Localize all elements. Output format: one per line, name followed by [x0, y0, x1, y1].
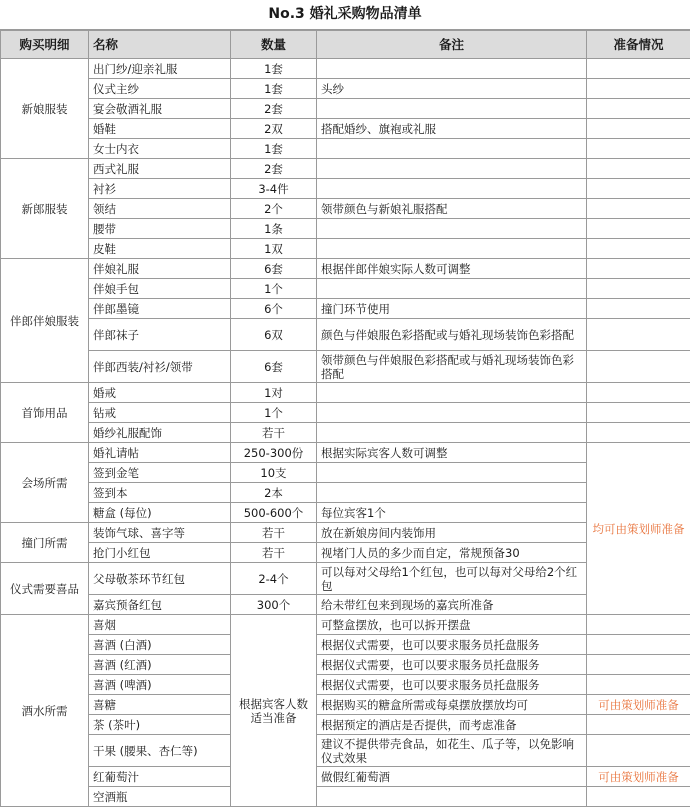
item-qty: 1条: [231, 219, 317, 239]
item-name: 空酒瓶: [89, 787, 231, 807]
item-name: 喜酒 (白酒): [89, 635, 231, 655]
item-name: 红葡萄汁: [89, 767, 231, 787]
item-qty: 1对: [231, 383, 317, 403]
table-row: [1, 635, 690, 655]
item-note: [317, 159, 587, 179]
item-prep: [587, 403, 690, 423]
item-name: 伴娘手包: [89, 279, 231, 299]
item-prep: [587, 423, 690, 443]
item-note: 根据购买的糖盒所需或每桌摆放摆放均可: [317, 695, 587, 715]
category-party: 伴郎伴娘服装: [1, 259, 89, 383]
table-row: [1, 59, 690, 79]
table-row: [1, 199, 690, 219]
header-note: 备注: [317, 31, 587, 59]
item-note: 每位宾客1个: [317, 503, 587, 523]
table-row: [1, 299, 690, 319]
table-row: [1, 735, 690, 767]
item-name: 父母敬茶环节红包: [89, 563, 231, 595]
item-note: [317, 403, 587, 423]
item-name: 干果 (腰果、杏仁等): [89, 735, 231, 767]
item-name: 钻戒: [89, 403, 231, 423]
item-prep: [587, 655, 690, 675]
item-note: 领带颜色与伴娘服色彩搭配或与婚礼现场装饰色彩搭配: [317, 351, 587, 383]
item-qty: 若干: [231, 543, 317, 563]
category-groom: 新郎服装: [1, 159, 89, 259]
table-row: [1, 351, 690, 383]
item-prep: [587, 199, 690, 219]
category-ceremony: 仪式需要喜品: [1, 563, 89, 615]
item-prep: [587, 787, 690, 807]
item-name: 嘉宾预备红包: [89, 595, 231, 615]
table-row: [1, 655, 690, 675]
table-row: [1, 787, 690, 807]
item-name: 装饰气球、喜字等: [89, 523, 231, 543]
item-prep: [587, 59, 690, 79]
header-prep: 准备情况: [587, 31, 690, 59]
item-note: 建议不提供带壳食品，如花生、瓜子等，以免影响仪式效果: [317, 735, 587, 767]
item-note: 做假红葡萄酒: [317, 767, 587, 787]
item-name: 喜酒 (啤酒): [89, 675, 231, 695]
item-qty: 1套: [231, 59, 317, 79]
item-prep: [587, 219, 690, 239]
item-name: 婚戒: [89, 383, 231, 403]
item-qty: 250-300份: [231, 443, 317, 463]
item-name: 宴会敬酒礼服: [89, 99, 231, 119]
item-note: 可整盒摆放，也可以拆开摆盘: [317, 615, 587, 635]
table-row: [1, 159, 690, 179]
table-row: [1, 179, 690, 199]
item-qty: 1个: [231, 403, 317, 423]
drinks-qty: 根据宾客人数适当准备: [231, 615, 317, 807]
item-prep: [587, 351, 690, 383]
table-row: [1, 219, 690, 239]
item-note: 视堵门人员的多少而自定，常规预备30: [317, 543, 587, 563]
item-prep: [587, 159, 690, 179]
table-row: [1, 403, 690, 423]
item-qty: 1套: [231, 79, 317, 99]
item-qty: 2本: [231, 483, 317, 503]
item-name: 签到金笔: [89, 463, 231, 483]
table-row: [1, 767, 690, 787]
item-note: 根据预定的酒店是否提供，而考虑准备: [317, 715, 587, 735]
item-name: 伴郎袜子: [89, 319, 231, 351]
item-note: [317, 59, 587, 79]
item-note: 根据实际宾客人数可调整: [317, 443, 587, 463]
item-name: 喜糖: [89, 695, 231, 715]
item-prep: [587, 383, 690, 403]
item-qty: 2-4个: [231, 563, 317, 595]
item-qty: 6双: [231, 319, 317, 351]
item-name: 领结: [89, 199, 231, 219]
item-note: 给未带红包来到现场的嘉宾所准备: [317, 595, 587, 615]
item-note: 放在新娘房间内装饰用: [317, 523, 587, 543]
item-prep: [587, 615, 690, 635]
table-row: [1, 79, 690, 99]
item-note: [317, 99, 587, 119]
item-name: 喜烟: [89, 615, 231, 635]
item-prep: [587, 179, 690, 199]
table-row: [1, 319, 690, 351]
header-row: [1, 31, 690, 59]
item-name: 西式礼服: [89, 159, 231, 179]
prep-note-planner: 可由策划师准备: [587, 767, 690, 787]
item-prep: [587, 259, 690, 279]
item-note: [317, 279, 587, 299]
item-note: [317, 383, 587, 403]
item-name: 茶 (茶叶): [89, 715, 231, 735]
item-qty: 2个: [231, 199, 317, 219]
item-qty: 500-600个: [231, 503, 317, 523]
item-qty: 2双: [231, 119, 317, 139]
item-qty: 若干: [231, 523, 317, 543]
item-note: 颜色与伴娘服色彩搭配或与婚礼现场装饰色彩搭配: [317, 319, 587, 351]
item-prep: [587, 139, 690, 159]
item-qty: 1套: [231, 139, 317, 159]
item-prep: [587, 715, 690, 735]
table-row: [1, 695, 690, 715]
item-note: [317, 239, 587, 259]
table-row: [1, 259, 690, 279]
item-name: 婚纱礼服配饰: [89, 423, 231, 443]
table-row: [1, 423, 690, 443]
table-row: [1, 119, 690, 139]
category-jewelry: 首饰用品: [1, 383, 89, 443]
item-note: 可以每对父母给1个红包，也可以每对父母给2个红包: [317, 563, 587, 595]
item-note: [317, 179, 587, 199]
table-row: [1, 99, 690, 119]
item-note: 根据仪式需要，也可以要求服务员托盘服务: [317, 635, 587, 655]
category-venue: 会场所需: [1, 443, 89, 523]
header-category: 购买明细: [1, 31, 89, 59]
item-prep: [587, 99, 690, 119]
item-prep: [587, 735, 690, 767]
shopping-table: [0, 30, 690, 807]
sheet-title: No.3 婚礼采购物品清单: [0, 0, 690, 30]
item-note: [317, 463, 587, 483]
table-row: [1, 279, 690, 299]
item-name: 抢门小红包: [89, 543, 231, 563]
item-name: 伴郎西装/衬衫/领带: [89, 351, 231, 383]
item-qty: 300个: [231, 595, 317, 615]
item-qty: 6套: [231, 259, 317, 279]
item-name: 签到本: [89, 483, 231, 503]
item-note: 领带颜色与新娘礼服搭配: [317, 199, 587, 219]
item-qty: 6套: [231, 351, 317, 383]
item-qty: 2套: [231, 159, 317, 179]
table-row: [1, 239, 690, 259]
item-prep: [587, 635, 690, 655]
category-door: 撞门所需: [1, 523, 89, 563]
prep-note-planner: 可由策划师准备: [587, 695, 690, 715]
item-note: 根据仪式需要，也可以要求服务员托盘服务: [317, 655, 587, 675]
item-prep: [587, 119, 690, 139]
item-note: [317, 423, 587, 443]
item-name: 出门纱/迎亲礼服: [89, 59, 231, 79]
item-name: 腰带: [89, 219, 231, 239]
item-name: 糖盒 (每位): [89, 503, 231, 523]
table-row: [1, 675, 690, 695]
item-name: 喜酒 (红酒): [89, 655, 231, 675]
item-note: 根据伴郎伴娘实际人数可调整: [317, 259, 587, 279]
category-bride: 新娘服装: [1, 59, 89, 159]
prep-note-all-planner: 均可由策划师准备: [587, 443, 690, 615]
header-name: 名称: [89, 31, 231, 59]
item-qty: 10支: [231, 463, 317, 483]
item-note: [317, 219, 587, 239]
item-prep: [587, 79, 690, 99]
item-name: 伴郎墨镜: [89, 299, 231, 319]
item-name: 仪式主纱: [89, 79, 231, 99]
item-note: [317, 139, 587, 159]
item-name: 婚鞋: [89, 119, 231, 139]
item-qty: 3-4件: [231, 179, 317, 199]
item-qty: 6个: [231, 299, 317, 319]
item-note: 根据仪式需要，也可以要求服务员托盘服务: [317, 675, 587, 695]
item-note: 头纱: [317, 79, 587, 99]
table-row: [1, 615, 690, 635]
header-qty: 数量: [231, 31, 317, 59]
item-qty: 2套: [231, 99, 317, 119]
item-note: [317, 483, 587, 503]
item-prep: [587, 319, 690, 351]
item-qty: 1双: [231, 239, 317, 259]
item-name: 衬衫: [89, 179, 231, 199]
category-drinks: 酒水所需: [1, 615, 89, 807]
item-note: [317, 787, 587, 807]
item-note: 撞门环节使用: [317, 299, 587, 319]
item-prep: [587, 675, 690, 695]
item-qty: 若干: [231, 423, 317, 443]
item-name: 婚礼请帖: [89, 443, 231, 463]
item-note: 搭配婚纱、旗袍或礼服: [317, 119, 587, 139]
table-row: [1, 715, 690, 735]
table-row: [1, 443, 690, 463]
item-name: 伴娘礼服: [89, 259, 231, 279]
table-row: [1, 139, 690, 159]
item-name: 皮鞋: [89, 239, 231, 259]
item-prep: [587, 239, 690, 259]
item-qty: 1个: [231, 279, 317, 299]
item-prep: [587, 279, 690, 299]
item-prep: [587, 299, 690, 319]
item-name: 女士内衣: [89, 139, 231, 159]
table-row: [1, 383, 690, 403]
